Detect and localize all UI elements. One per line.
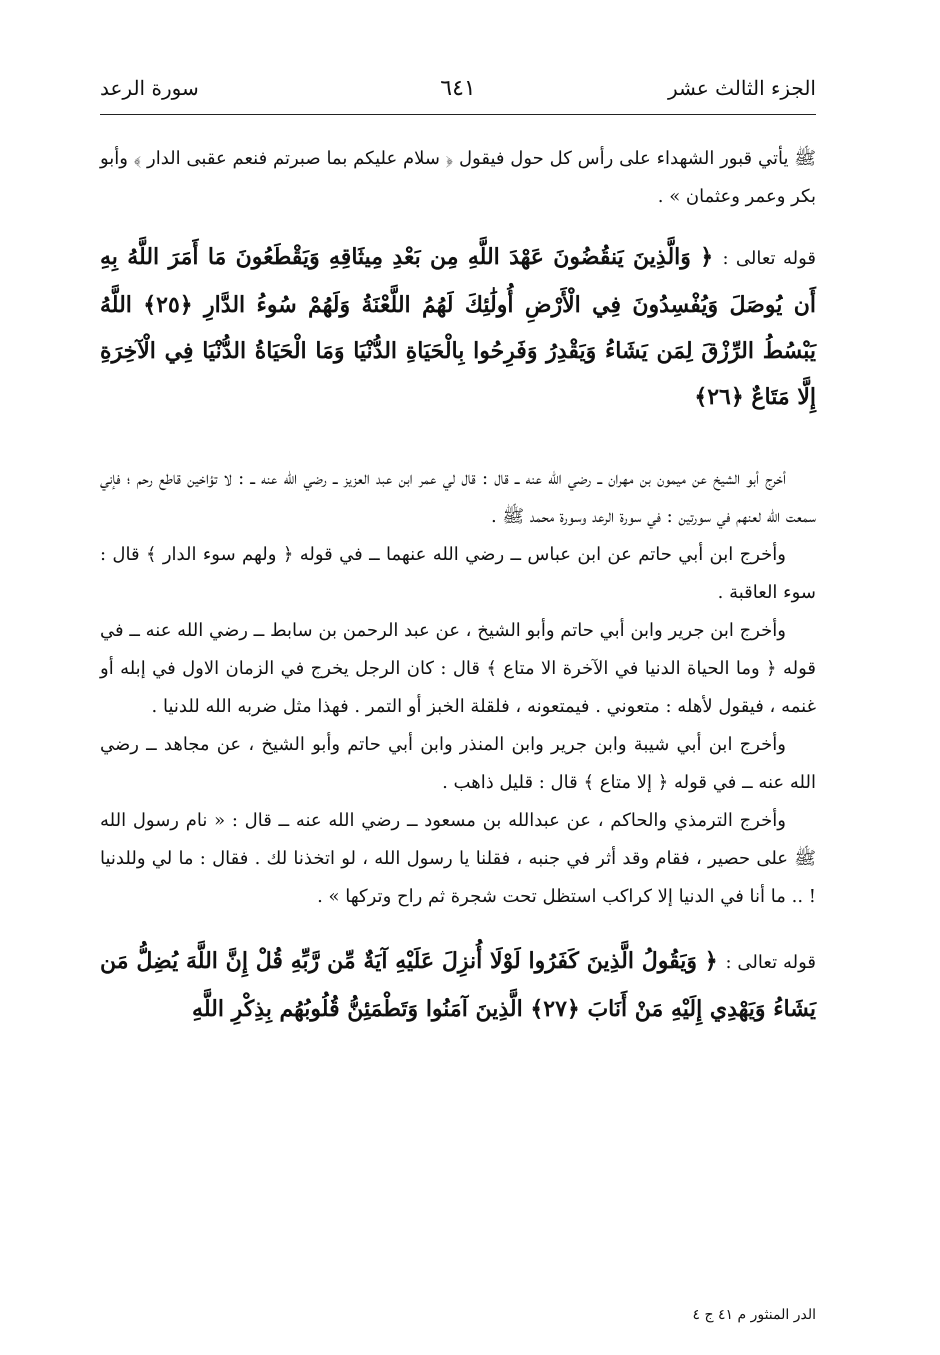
verse-intro-label: قوله تعالى : [722, 248, 816, 269]
quran-verse-block-1 [100, 234, 816, 420]
paragraph-continuation: ﷺ يأتي قبور الشهداء على رأس كل حول فيقول ﴿ سلام عليكم بما صبرتم فنعم عقبى الدار ﴾ وأبو بكر وعمر وعثمان » . [100, 148, 816, 207]
page-body [100, 140, 816, 1072]
part-title: الجزء الثالث عشر [667, 76, 816, 100]
paragraph: وأخرج ابن جرير وابن أبي حاتم وأبو الشيخ ، عن عبد الرحمن بن سابط ــ رضي الله عنه ــ في قوله ﴿ وما الحياة الدنيا في الآخرة الا متاع ﴾ قال : كان الرجل يخرج في الزمان الاول في إبله أو غنمه ، فيقول لأهله : متعوني . فيمتعونه ، فلقلة الخبز أو التمر . فهذا مثل ضربه الله للدنيا . [100, 620, 816, 717]
paragraph: وأخرج ابن أبي حاتم عن ابن عباس ــ رضي الله عنهما ــ في قوله ﴿ ولهم سوء الدار ﴾ قال : سوء العاقبة . [100, 544, 816, 603]
paragraph: أخرج أبو الشيخ عن ميمون بن مهران ــ رضي الله عنه ــ قال : قال لي عمر ابن عبد العزيز ــ رضي الله عنه ــ : لا تؤاخين قاطع رحم ؛ فإني سمعت الله لعنهم في سورتين : في سورة الرعد وسورة محمد ﷺ . [100, 468, 816, 527]
verse-intro-label: قوله تعالى : [725, 952, 816, 973]
document-page [100, 60, 816, 1330]
page-header [100, 72, 816, 112]
quran-verse-block-2 [100, 938, 816, 1032]
footer-signature: الدر المنثور م ٤١ ج ٤ [692, 1307, 816, 1323]
paragraph: وأخرج الترمذي والحاكم ، عن عبدالله بن مسعود ــ رضي الله عنه ــ قال : « نام رسول الله ﷺ على حصير ، فقام وقد أثر في جنبه ، فقلنا يا رسول الله ، لو اتخذنا لك . فقال : ما لي وللدنيا ! .. ما أنا في الدنيا إلا كراكب استظل تحت شجرة ثم راح وتركها » . [100, 810, 816, 907]
quran-verse-text: ﴿ وَالَّذِينَ يَنقُضُونَ عَهْدَ اللَّهِ مِن بَعْدِ مِيثَاقِهِ وَيَقْطَعُونَ مَا أَمَرَ اللَّهُ بِهِ أَن يُوصَلَ وَيُفْسِدُونَ فِي الْأَرْضِ أُولَٰئِكَ لَهُمُ اللَّعْنَةُ وَلَهُمْ سُوءُ الدَّارِ ﴿٢٥﴾ اللَّهُ يَبْسُطُ الرِّزْقَ لِمَن يَشَاءُ وَيَقْدِرُ وَفَرِحُوا بِالْحَيَاةِ الدُّنْيَا وَمَا الْحَيَاةُ الدُّنْيَا فِي الْآخِرَةِ إِلَّا مَتَاعٌ ﴿٢٦﴾ [100, 244, 816, 410]
surah-title: سورة الرعد [100, 76, 199, 100]
header-divider [100, 114, 816, 115]
page-number: ٦٤١ [440, 76, 476, 101]
quran-verse-text: ﴿ وَيَقُولُ الَّذِينَ كَفَرُوا لَوْلَا أُنزِلَ عَلَيْهِ آيَةٌ مِّن رَّبِّهِ قُلْ إِنَّ اللَّهَ يُضِلُّ مَن يَشَاءُ وَيَهْدِي إِلَيْهِ مَنْ أَنَابَ ﴿٢٧﴾ الَّذِينَ آمَنُوا وَتَطْمَئِنُّ قُلُوبُهُم بِذِكْرِ اللَّهِ [100, 948, 816, 1022]
paragraph: وأخرج ابن أبي شيبة وابن جرير وابن المنذر وابن أبي حاتم وأبو الشيخ ، عن مجاهد ــ رضي الله عنه ــ في قوله ﴿ إلا متاع ﴾ قال : قليل ذاهب . [100, 734, 816, 793]
